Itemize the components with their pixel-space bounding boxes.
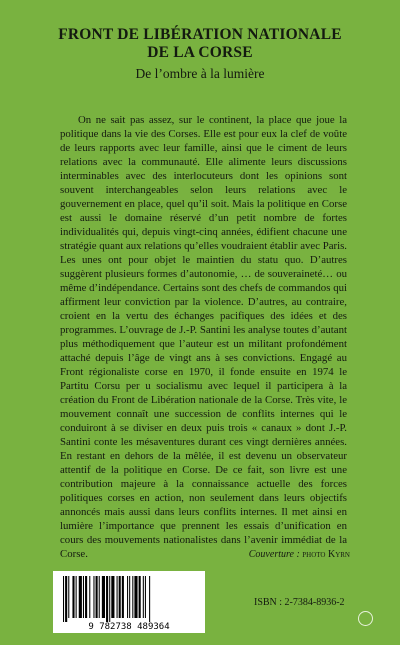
barcode-bar [111, 576, 114, 618]
barcode-bar [63, 576, 64, 622]
cover-credit [210, 549, 350, 560]
barcode-bar [145, 576, 146, 618]
barcode-bar [68, 576, 69, 618]
title-line-1: FRONT DE LIBÉRATION NATIONALE [58, 26, 342, 43]
barcode-bar [106, 576, 108, 622]
barcode-bar [109, 576, 110, 622]
barcode-bar [96, 576, 98, 618]
book-subtitle: De l’ombre à la lumière [135, 66, 265, 81]
blurb-text: On ne sait pas assez, sur le continent, la place que joue la politique dans la vie des Corses. Elle est pour eux la clef de voûte de leurs rapports avec leur famille, ainsi que le ciment de leurs relations avec la communauté. Elle alimente leurs discussions interminables avec des interlocuteurs dont les opinions sont souvent interchangeables selon leurs relations avec le gouvernement en place, quel qu’il soit. Mais la politique en Corse est aussi le domaine réservé d’un petit nombre de fortes individualités qui, depuis vingt-cinq années, édifient chacune une stratégie quant aux relations qu’elles voudraient établir avec Paris. Les unes ont pour objet le maintien du statu quo. D’autres suggèrent plusieurs formes d’autonomie, … de souveraineté… ou même d’indépendance. Certains sont des chefs de commandos qui affirment leur conviction par la violence. D’autres, au contraire, croient en la vertu des échanges pacifiques des idées et des programmes. L’ouvrage de J.-P. Santini les analyse toutes d’autant plus méthodiquement que l’auteur est un militant profondément attaché depuis l’âge de vingt ans à ses convictions. Engagé au Front régionaliste corse en 1970, il fonde ensuite en 1974 le Partitu Corsu per u socialismu avec lequel il participera à la création du Front de Libération nationale de la Corse. Très vite, le mouvement connaît une succession de conflits internes qui le conduiront à se diviser en deux puis trois « canaux » dont J.-P. Santini conte les mésaventures durant ces vingt dernières années. En restant en dehors de la mêlée, il est devenu un observateur attentif de la politique en Corse. De ce fait, son livre est une contribution majeure à la connaissance actuelle des forces politiques corses en action, non seulement dans leurs objectifs annoncés mais aussi dans leurs conflits internes. Il met ainsi en lumière l’importance que prennent les essais d’unification en cours des mouvements nationalistes dans l’avenir immédiat de la Corse. [60, 114, 347, 560]
barcode-bar [85, 576, 87, 618]
book-title [20, 26, 380, 62]
barcode-bar [83, 576, 84, 618]
barcode-bar [127, 576, 128, 618]
credit-name: photo Kyrn [302, 549, 350, 560]
barcode-bar [102, 576, 105, 618]
title-line-2: DE LA CORSE [147, 44, 253, 61]
barcode-bar [132, 576, 133, 618]
barcode-graphic [53, 571, 205, 633]
barcode-bar [99, 576, 100, 618]
credit-label: Couverture : [248, 549, 300, 560]
barcode-bar [139, 576, 141, 618]
barcode-bar [72, 576, 74, 618]
barcode-bar [119, 576, 121, 618]
publisher-seal [358, 611, 373, 626]
barcode-bar [76, 576, 77, 618]
barcode-bar [129, 576, 130, 618]
barcode-bar [143, 576, 144, 618]
barcode-bar [89, 576, 90, 618]
barcode-bar [117, 576, 118, 618]
barcode-bar [122, 576, 124, 618]
barcode-number: 9 782738 489364 [88, 622, 170, 632]
isbn-label: ISBN : 2-7384-8936-2 [254, 597, 345, 608]
barcode-bar [79, 576, 82, 618]
barcode [53, 571, 205, 633]
barcode-bar [93, 576, 94, 618]
barcode-bar [65, 576, 67, 622]
barcode-bar [149, 576, 150, 622]
barcode-bar [134, 576, 137, 618]
